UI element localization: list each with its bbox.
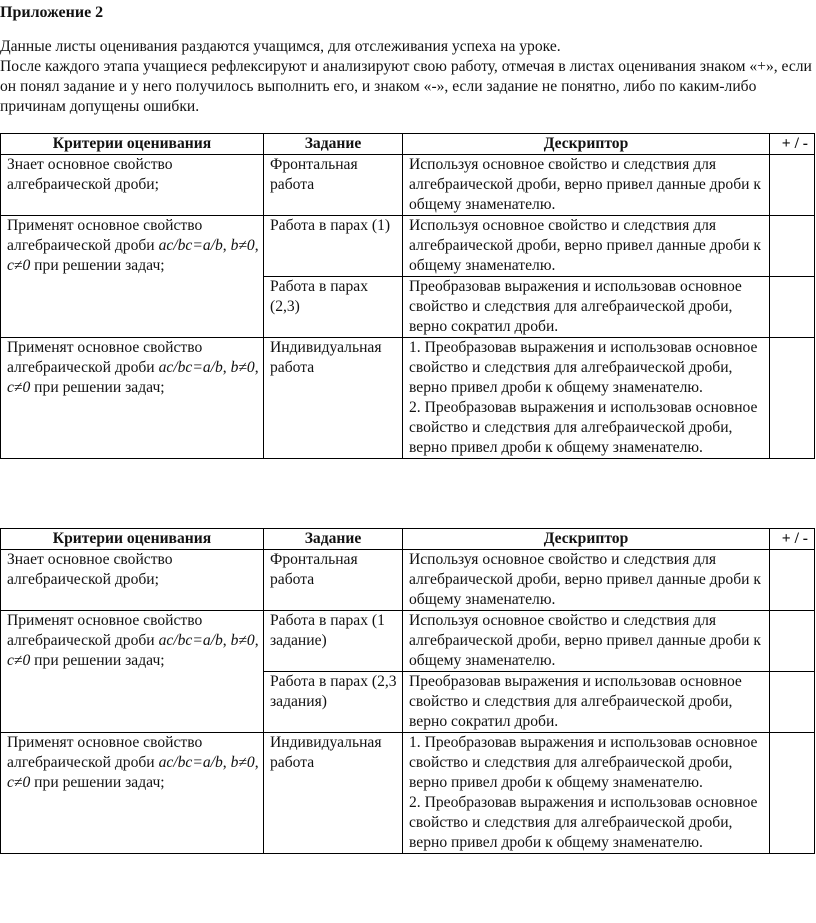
table-header-row — [1, 529, 815, 550]
condition-b: b≠0 — [230, 237, 255, 254]
descriptor-item-2: 2. Преобразовав выражения и использовав основное свойство и следствия для алгебраической дроби, верно привел дроби к общему знаменателю. — [409, 794, 758, 851]
formula: ac/bc=a/b — [158, 754, 223, 771]
condition-b: b≠0 — [230, 359, 255, 376]
appendix-heading: Приложение 2 — [0, 4, 104, 21]
criteria-text: Применят основное свойство алгебраической дроби — [7, 339, 203, 376]
separator: , — [254, 237, 259, 254]
header-task: Задание — [264, 529, 403, 550]
separator: , — [254, 754, 259, 771]
task-cell: Работа в парах (2,3) — [264, 277, 403, 338]
table-row — [1, 733, 815, 854]
criteria-cell — [1, 611, 264, 733]
descriptor-cell: Используя основное свойство и следствия для алгебраической дроби, верно привел данные дроби к общему знаменателю. — [403, 611, 770, 672]
header-descriptor: Дескриптор — [403, 134, 770, 155]
criteria-cell — [1, 338, 264, 459]
criteria-cell: Знает основное свойство алгебраической дроби; — [1, 155, 264, 216]
task-cell: Работа в парах (1 задание) — [264, 611, 403, 672]
formula: ac/bc=a/b — [158, 237, 223, 254]
condition-c: c≠0 — [7, 774, 31, 791]
criteria-text-end: при решении задач; — [30, 774, 165, 791]
criteria-cell — [1, 733, 264, 854]
separator: , — [254, 359, 259, 376]
task-cell: Работа в парах (1) — [264, 216, 403, 277]
condition-c: c≠0 — [7, 379, 31, 396]
task-cell: Работа в парах (2,3 задания) — [264, 672, 403, 733]
mark-cell[interactable] — [770, 611, 815, 672]
descriptor-cell: Преобразовав выражения и использовав основное свойство и следствия для алгебраической дроби, верно сократил дроби. — [403, 277, 770, 338]
header-criteria: Критерии оценивания — [1, 529, 264, 550]
criteria-cell: Знает основное свойство алгебраической дроби; — [1, 550, 264, 611]
criteria-cell — [1, 216, 264, 338]
mark-cell[interactable] — [770, 338, 815, 459]
intro-line-1: Данные листы оценивания раздаются учащимся, для отслеживания успеха на уроке. — [0, 38, 561, 55]
separator: , — [222, 359, 231, 376]
table-header-row — [1, 134, 815, 155]
condition-b: b≠0 — [230, 754, 255, 771]
criteria-text-end: при решении задач; — [30, 379, 165, 396]
criteria-text-end: при решении задач; — [30, 257, 165, 274]
header-criteria: Критерии оценивания — [1, 134, 264, 155]
descriptor-cell: Используя основное свойство и следствия для алгебраической дроби, верно привел данные дроби к общему знаменателю. — [403, 550, 770, 611]
mark-cell[interactable] — [770, 550, 815, 611]
condition-b: b≠0 — [230, 632, 255, 649]
mark-cell[interactable] — [770, 155, 815, 216]
task-cell: Фронтальная работа — [264, 155, 403, 216]
descriptor-cell — [403, 733, 770, 854]
criteria-text: Применят основное свойство алгебраической дроби — [7, 612, 203, 649]
descriptor-item-1: 1. Преобразовав выражения и использовав основное свойство и следствия для алгебраической дроби, верно привел дроби к общему знаменателю. — [409, 339, 758, 396]
header-mark: + / - — [770, 529, 815, 550]
separator: , — [222, 237, 231, 254]
descriptor-item-1: 1. Преобразовав выражения и использовав основное свойство и следствия для алгебраической дроби, верно привел дроби к общему знаменателю. — [409, 734, 758, 791]
table-row — [1, 216, 815, 277]
separator: , — [222, 632, 231, 649]
criteria-text-end: при решении задач; — [30, 652, 165, 669]
task-cell: Фронтальная работа — [264, 550, 403, 611]
assessment-table-2 — [0, 528, 815, 854]
header-task: Задание — [264, 134, 403, 155]
criteria-text: Применят основное свойство алгебраической дроби — [7, 734, 203, 771]
formula: ac/bc=a/b — [158, 359, 223, 376]
mark-cell[interactable] — [770, 672, 815, 733]
separator: , — [254, 632, 259, 649]
criteria-text: Применят основное свойство алгебраической дроби — [7, 217, 203, 254]
mark-cell[interactable] — [770, 216, 815, 277]
table-row — [1, 338, 815, 459]
descriptor-cell — [403, 338, 770, 459]
intro-line-2: После каждого этапа учащиеся рефлексируют и анализируют свою работу, отмечая в листах оценивания знаком «+», если он понял задание и у него получилось выполнить его, и знаком «-», если задание не понятно, либо по каким-либо причинам допущены ошибки. — [0, 58, 812, 115]
header-descriptor: Дескриптор — [403, 529, 770, 550]
condition-c: c≠0 — [7, 257, 31, 274]
descriptor-cell: Преобразовав выражения и использовав основное свойство и следствия для алгебраической дроби, верно сократил дроби. — [403, 672, 770, 733]
formula: ac/bc=a/b — [158, 632, 223, 649]
table-row — [1, 155, 815, 216]
task-cell: Индивидуальная работа — [264, 338, 403, 459]
table-row — [1, 550, 815, 611]
mark-cell[interactable] — [770, 277, 815, 338]
descriptor-cell: Используя основное свойство и следствия для алгебраической дроби, верно привел данные дроби к общему знаменателю. — [403, 155, 770, 216]
table-row — [1, 611, 815, 672]
assessment-table-1 — [0, 133, 815, 459]
descriptor-cell: Используя основное свойство и следствия для алгебраической дроби, верно привел данные дроби к общему знаменателю. — [403, 216, 770, 277]
condition-c: c≠0 — [7, 652, 31, 669]
mark-cell[interactable] — [770, 733, 815, 854]
task-cell: Индивидуальная работа — [264, 733, 403, 854]
descriptor-item-2: 2. Преобразовав выражения и использовав основное свойство и следствия для алгебраической дроби, верно привел дроби к общему знаменателю. — [409, 399, 758, 456]
separator: , — [222, 754, 231, 771]
header-mark: + / - — [770, 134, 815, 155]
intro-text — [0, 37, 812, 117]
